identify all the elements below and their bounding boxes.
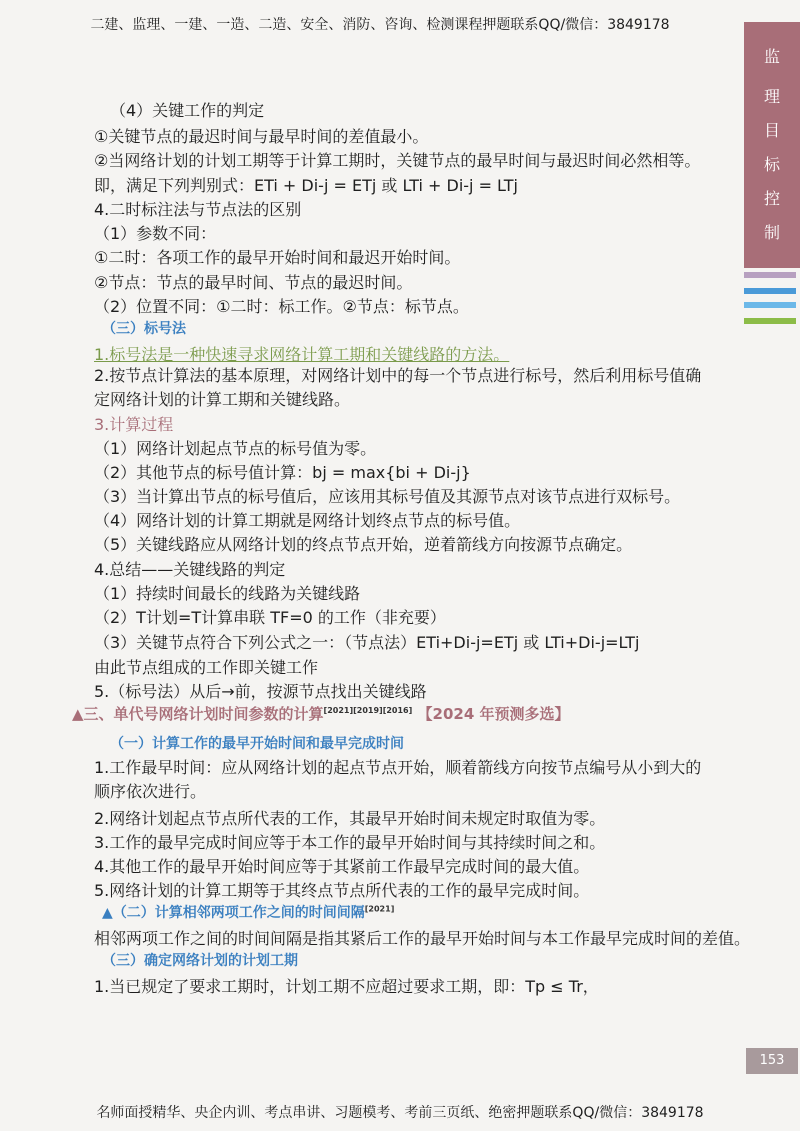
paragraph: 1.当已规定了要求工期时，计划工期不应超过要求工期，即：Tp ≤ Tr，	[94, 977, 599, 996]
subsection-heading	[102, 902, 394, 922]
subheading: 4.总结——关键线路的判定	[94, 560, 286, 579]
subsection-heading: （一）计算工作的最早开始时间和最早完成时间	[110, 736, 404, 752]
forecast-tag: 【2024 年预测多选】	[417, 705, 570, 723]
page-header: 二建、监理、一建、一造、二造、安全、消防、咨询、检测课程押题联系QQ/微信：3849178	[90, 17, 670, 33]
stripe-blue	[744, 288, 796, 294]
side-tab	[744, 22, 800, 268]
section-heading-single-code	[72, 703, 570, 724]
paragraph: （1）持续时间最长的线路为关键线路	[94, 584, 361, 603]
paragraph: ②当网络计划的计划工期等于计算工期时，关键节点的最早时间与最迟时间必然相等。	[94, 151, 701, 170]
stripe-green	[744, 318, 796, 324]
subsection-heading: （三）确定网络计划的计划工期	[102, 953, 298, 969]
paragraph: （1）参数不同：	[94, 224, 217, 243]
subheading: 4.二时标注法与节点法的区别	[94, 200, 302, 219]
paragraph: （4）网络计划的计算工期就是网络计划终点节点的标号值。	[94, 511, 521, 530]
paragraph: （2）位置不同：①二时：标工作。②节点：标节点。	[94, 297, 469, 316]
page-number: 153	[746, 1048, 798, 1074]
paragraph: 相邻两项工作之间的时间间隔是指其紧后工作的最早开始时间与本工作最早完成时间的差值。	[94, 929, 751, 948]
section-title: ▲三、单代号网络计划时间参数的计算	[72, 705, 324, 723]
paragraph: （5）关键线路应从网络计划的终点节点开始，逆着箭线方向按源节点确定。	[94, 535, 633, 554]
paragraph: 4.其他工作的最早开始时间应等于其紧前工作最早完成时间的最大值。	[94, 857, 590, 876]
formula-line: （2）其他节点的标号值计算：bj = max{bi + Di-j}	[94, 463, 471, 482]
paragraph: 2.按节点计算法的基本原理，对网络计划中的每一个节点进行标号，然后利用标号值确定网络计划的计算工期和关键线路。	[94, 366, 702, 409]
formula-line: 即，满足下列判别式：ETi + Di-j = ETj 或 LTi + Di-j = LTj	[94, 176, 518, 195]
page-footer: 名师面授精华、央企内训、考点串讲、习题模考、考前三页纸、绝密押题联系QQ/微信：3849178	[96, 1105, 704, 1121]
paragraph: ①二时：各项工作的最早开始时间和最迟开始时间。	[94, 248, 461, 267]
side-tab-char: 监	[763, 47, 780, 66]
heading-key-work: （4）关键工作的判定	[110, 101, 265, 120]
paragraph-highlight: 1.标号法是一种快速寻求网络计算工期和关键线路的方法。	[94, 345, 510, 364]
paragraph: 2.网络计划起点节点所代表的工作，其最早开始时间未规定时取值为零。	[94, 809, 606, 828]
paragraph: 5.（标号法）从后→前，按源节点找出关键线路	[94, 682, 427, 701]
paragraph: 5.网络计划的计算工期等于其终点节点所代表的工作的最早完成时间。	[94, 881, 590, 900]
paragraph: （1）网络计划起点节点的标号值为零。	[94, 439, 377, 458]
stripe-pink	[744, 272, 796, 278]
paragraph: 由此节点组成的工作即关键工作	[94, 658, 319, 677]
side-tab-char: 理	[763, 87, 780, 106]
paragraph: （3）当计算出节点的标号值后，应该用其标号值及其源节点对该节点进行双标号。	[94, 487, 681, 506]
section-heading-labeling-method: （三）标号法	[102, 321, 186, 337]
paragraph: 3.工作的最早完成时间应等于本工作的最早开始时间与其持续时间之和。	[94, 833, 606, 852]
exam-years: [2021][2019][2016]	[323, 706, 413, 715]
formula-line: （3）关键节点符合下列公式之一：（节点法）ETi+Di-j=ETj 或 LTi+Di-j=LTj	[94, 633, 640, 652]
stripe-lightblue	[744, 302, 796, 308]
side-tab-char: 制	[763, 223, 780, 242]
side-tab-char: 目	[763, 121, 780, 140]
paragraph: 1.工作最早时间：应从网络计划的起点节点开始，顺着箭线方向按节点编号从小到大的顺序依次进行。	[94, 758, 702, 801]
side-tab-char: 标	[763, 155, 780, 174]
paragraph: （2）T计划=T计算串联 TF=0 的工作（非充要）	[94, 608, 446, 627]
subheading: 3.计算过程	[94, 415, 174, 434]
side-tab-char: 控	[763, 189, 780, 208]
paragraph: ①关键节点的最迟时间与最早时间的差值最小。	[94, 127, 429, 146]
paragraph: ②节点：节点的最早时间、节点的最迟时间。	[94, 273, 413, 292]
exam-years: [2021]	[364, 904, 395, 914]
subsection-title: ▲（二）计算相邻两项工作之间的时间间隔	[102, 905, 365, 921]
